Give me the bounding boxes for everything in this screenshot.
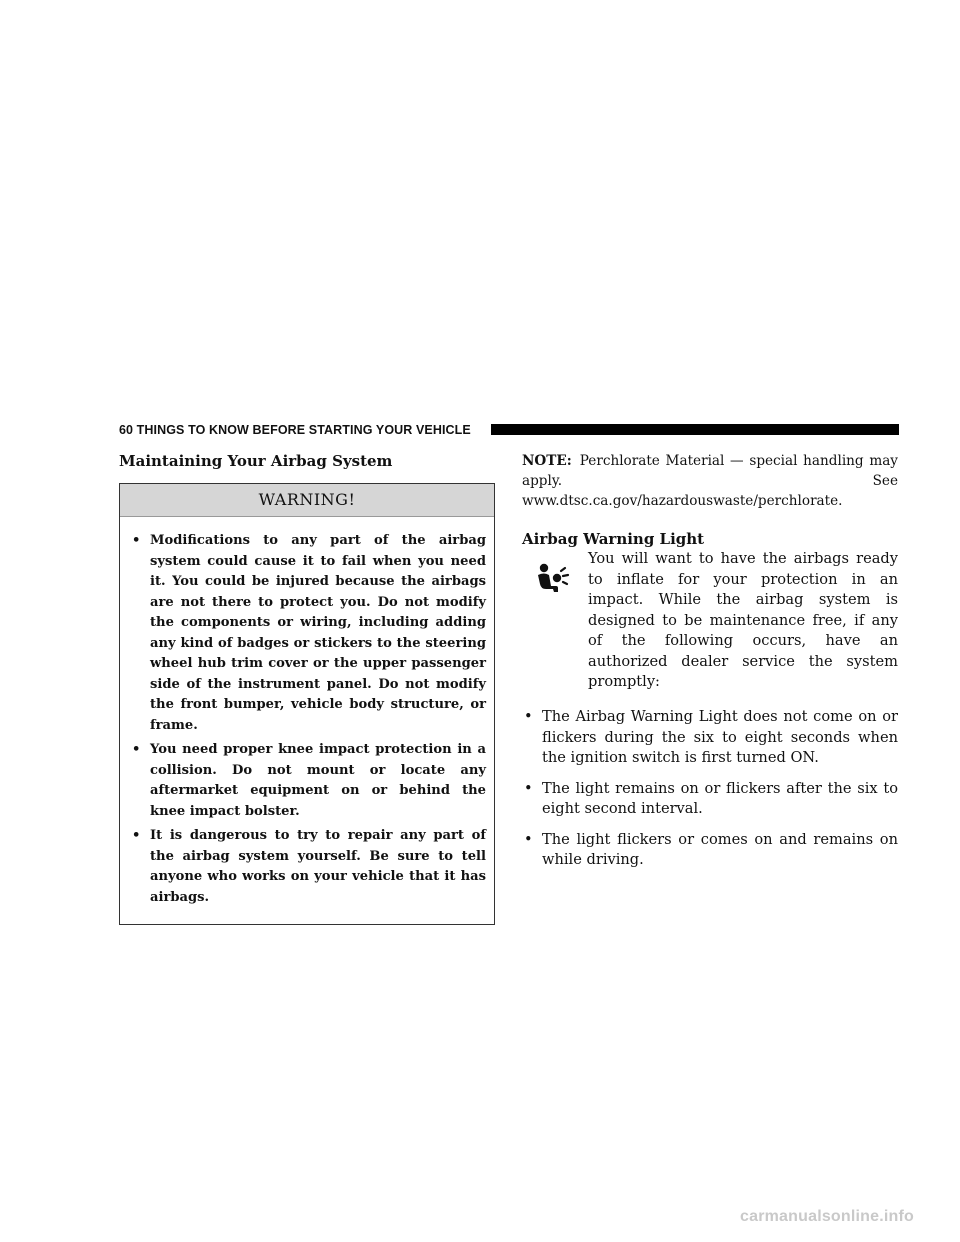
header-rule xyxy=(491,424,899,435)
bullet-icon: • xyxy=(524,779,533,797)
warning-light-intro: You will want to have the airbags ready to inflate for your protection in an impact. While the airbag system is designed to be maintenance free, if any of the following occurs, have an authorized dealer service the system promptly: xyxy=(588,550,898,690)
warning-box xyxy=(119,483,495,925)
page-header xyxy=(119,421,899,439)
left-column xyxy=(119,451,495,925)
bullet-icon: • xyxy=(132,742,141,757)
warning-list xyxy=(120,517,494,924)
condition-item xyxy=(522,830,898,871)
page-number-title: 60 THINGS TO KNOW BEFORE STARTING YOUR VEHICLE xyxy=(119,423,471,437)
condition-text: The Airbag Warning Light does not come on or flickers during the six to eight seconds when the ignition switch is first turned ON. xyxy=(542,708,898,767)
condition-item xyxy=(522,707,898,769)
warning-item xyxy=(130,826,486,908)
warning-item xyxy=(130,531,486,736)
note-paragraph xyxy=(522,451,898,511)
warning-light-block xyxy=(522,549,898,693)
condition-item xyxy=(522,779,898,820)
warning-item xyxy=(130,740,486,822)
bullet-icon: • xyxy=(524,830,533,848)
warning-light-conditions xyxy=(522,707,898,871)
bullet-icon: • xyxy=(132,828,141,843)
warning-item-text: Modifications to any part of the airbag system could cause it to fail when you need it. You could be injured because the airbags are not there to protect you. Do not modify the components or wiring, including adding any kind of badges or stickers to the steering wheel hub trim cover or the upper passenger side of the instrument panel. Do not modify the front bumper, vehicle body structure, or frame. xyxy=(150,533,486,733)
site-watermark: carmanualsonline.info xyxy=(740,1208,915,1225)
warning-item-text: You need proper knee impact protection in a collision. Do not mount or locate any aftermarket equipment on or behind the knee impact bolster. xyxy=(150,742,486,819)
section-heading-warning-light: Airbag Warning Light xyxy=(522,530,705,548)
warning-title: WARNING! xyxy=(120,484,494,517)
bullet-icon: • xyxy=(132,533,141,548)
right-column xyxy=(522,451,898,881)
section-heading-maintaining: Maintaining Your Airbag System xyxy=(119,452,393,470)
condition-text: The light flickers or comes on and remains on while driving. xyxy=(542,830,898,869)
warning-item-text: It is dangerous to try to repair any part of the airbag system yourself. Be sure to tell anyone who works on your vehicle that it has airbags. xyxy=(150,828,486,905)
note-label: NOTE: xyxy=(522,453,572,469)
condition-text: The light remains on or flickers after the six to eight second interval. xyxy=(542,779,898,818)
note-text: Perchlorate Material — special handling may apply. See www.dtsc.ca.gov/hazardouswaste/perchlorate. xyxy=(522,453,898,509)
airbag-warning-icon xyxy=(534,563,572,593)
bullet-icon: • xyxy=(524,708,533,726)
